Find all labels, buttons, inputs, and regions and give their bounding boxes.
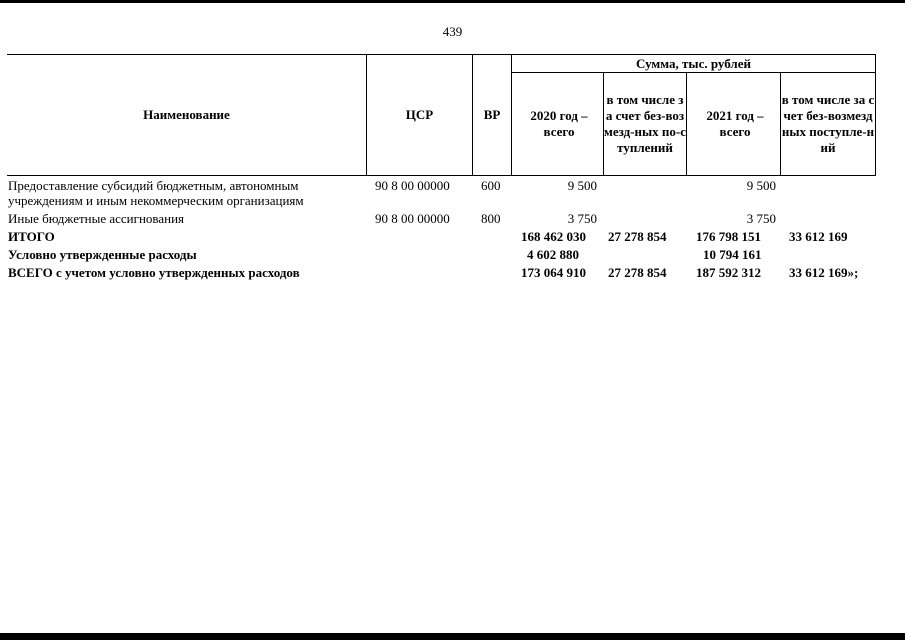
row-2020-total: 9 500: [567, 178, 597, 193]
header-2020-grants: в том числе за счет без-возмезд-ных по-ступлений: [604, 92, 686, 155]
row-2021-total: 3 750: [746, 211, 776, 226]
row-csr: 90 8 00 00000: [375, 178, 450, 193]
header-2021-total: 2021 год – всего: [706, 108, 764, 139]
row-2021-grants: 33 612 169»;: [789, 265, 859, 280]
page-number: 439: [442, 24, 463, 39]
row-name: ВСЕГО с учетом условно утвержденных расходов: [8, 265, 300, 280]
header-csr: ЦСР: [405, 107, 434, 122]
row-2021-total: 176 798 151: [696, 229, 761, 244]
row-2020-total: 4 602 880: [527, 247, 579, 262]
row-2021-grants: 33 612 169: [789, 229, 848, 244]
row-name: Иные бюджетные ассигнования: [8, 211, 185, 226]
row-vr: 800: [481, 211, 501, 226]
page-top-border: [0, 0, 905, 3]
row-2020-grants: 27 278 854: [608, 229, 667, 244]
row-2020-total: 173 064 910: [521, 265, 586, 280]
row-vr: 600: [481, 178, 501, 193]
row-2020-total: 168 462 030: [521, 229, 586, 244]
row-2020-grants: 27 278 854: [608, 265, 667, 280]
header-2021-grants: в том числе за счет без-возмездных поступле-ний: [781, 92, 875, 155]
header-2020-total: 2020 год – всего: [530, 108, 588, 139]
row-2020-total: 3 750: [567, 211, 597, 226]
page-bottom-border: [0, 633, 905, 640]
row-name: Условно утвержденные расходы: [8, 247, 197, 262]
row-2021-total: 9 500: [746, 178, 776, 193]
row-2021-total: 187 592 312: [696, 265, 761, 280]
header-bottom-rule: [7, 175, 876, 176]
header-vr: ВР: [483, 107, 501, 122]
row-name: Предоставление субсидий бюджетным, автономным учреждениям и иным некоммерческим организациям: [8, 178, 304, 208]
row-name: ИТОГО: [8, 229, 55, 244]
row-csr: 90 8 00 00000: [375, 211, 450, 226]
col-divider-2021-total: [686, 72, 687, 176]
row-2021-total: 10 794 161: [703, 247, 762, 262]
col-divider-2020-total: [511, 54, 512, 176]
header-name: Наименование: [143, 107, 230, 122]
header-sum-group: Сумма, тыс. рублей: [636, 55, 751, 71]
col-divider-right-edge: [875, 54, 876, 176]
